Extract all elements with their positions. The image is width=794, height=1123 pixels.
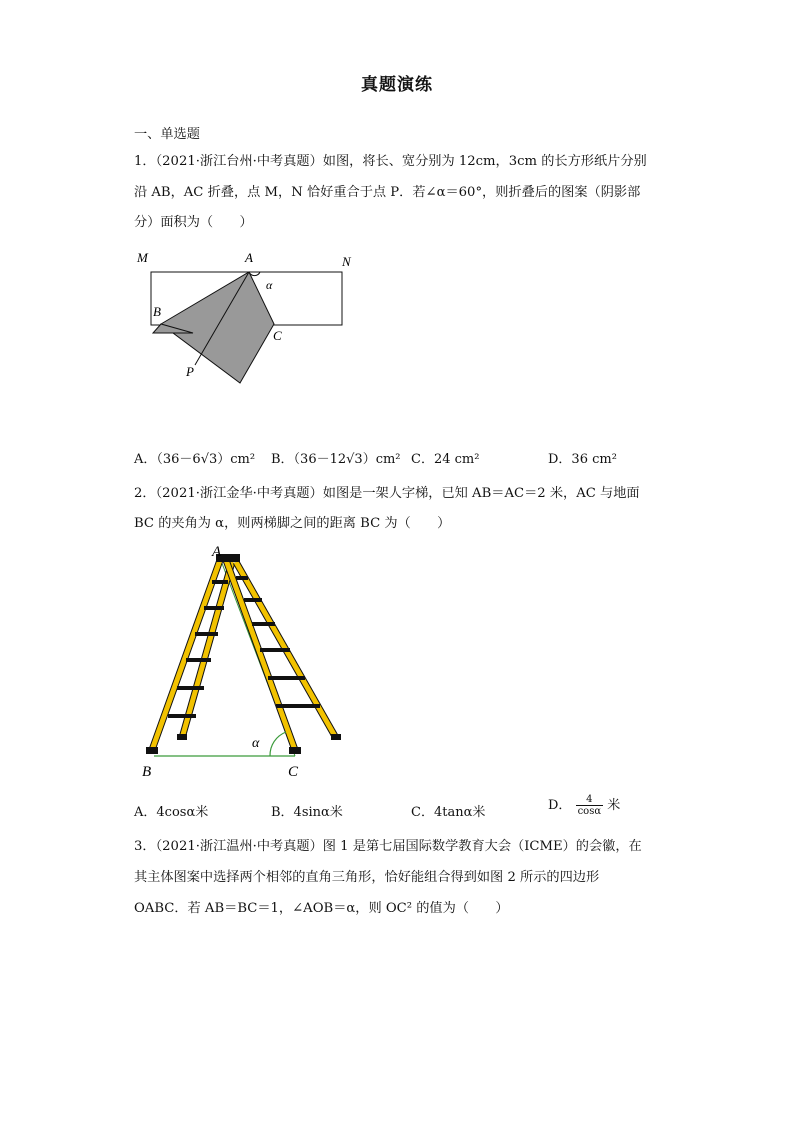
alpha-arc (270, 732, 286, 756)
label-B: B (153, 304, 161, 319)
q3-text-line1: 3．（2021·浙江温州·中考真题）图 1 是第七届国际数学教育大会（ICME）的会徽，在 (134, 839, 642, 854)
q2-option-c[interactable]: C．4tanα米 (411, 805, 486, 820)
foot-c (289, 747, 301, 754)
label-N: N (342, 254, 351, 269)
shaded-folded-region (161, 272, 274, 383)
q1-option-c[interactable]: C．24 cm² (411, 452, 480, 467)
option-d-fraction (576, 794, 604, 817)
option-d-prefix: D． (548, 798, 572, 813)
label-P: P (186, 364, 194, 379)
q3-text-line3: OABC．若 AB＝BC＝1，∠AOB＝α，则 OC² 的值为（ ） (134, 901, 509, 916)
q1-option-d[interactable]: D．36 cm² (548, 452, 617, 467)
label-A: A (212, 544, 222, 560)
right-rail-front (226, 560, 295, 750)
q1-fold-figure (125, 245, 370, 390)
foot-b (146, 747, 158, 754)
q1-text-line2: 沿 AB，AC 折叠，点 M，N 恰好重合于点 P．若∠α＝60°，则折叠后的图案（阴影部 (134, 185, 641, 200)
label-A: A (245, 250, 253, 265)
label-C: C (288, 764, 299, 780)
page-title: 真题演练 (361, 75, 433, 95)
foot-back-right (331, 734, 341, 740)
option-d-suffix: 米 (607, 798, 621, 813)
label-C: C (273, 328, 282, 343)
fraction-numerator: 4 (576, 794, 604, 806)
q2-option-d[interactable] (548, 794, 620, 817)
q3-text-line2: 其主体图案中选择两个相邻的直角三角形，恰好能组合得到如图 2 所示的四边形 (134, 870, 600, 885)
label-B: B (142, 764, 152, 780)
q2-option-a[interactable]: A．4cosα米 (134, 805, 209, 820)
q2-ladder-figure (140, 542, 350, 782)
label-alpha: α (266, 278, 273, 292)
label-M: M (137, 250, 148, 265)
q1-option-b[interactable]: B．（36－12√3）cm² (271, 452, 401, 467)
section-heading: 一、单选题 (134, 127, 200, 142)
label-alpha: α (252, 736, 260, 751)
q2-option-b[interactable]: B．4sinα米 (271, 805, 343, 820)
q1-text-line1: 1．（2021·浙江台州·中考真题）如图，将长、宽分别为 12cm，3cm 的长方形纸片分别 (134, 154, 647, 169)
q2-text-line1: 2．（2021·浙江金华·中考真题）如图是一架人字梯，已知 AB＝AC＝2 米，AC 与地面 (134, 486, 640, 501)
foot-back-left (177, 734, 187, 740)
q2-text-line2: BC 的夹角为 α，则两梯脚之间的距离 BC 为（ ） (134, 516, 451, 531)
fraction-denominator: cosα (577, 806, 602, 817)
q1-text-line3: 分）面积为（ ） (134, 215, 253, 230)
q1-option-a[interactable]: A．（36－6√3）cm² (134, 452, 256, 467)
